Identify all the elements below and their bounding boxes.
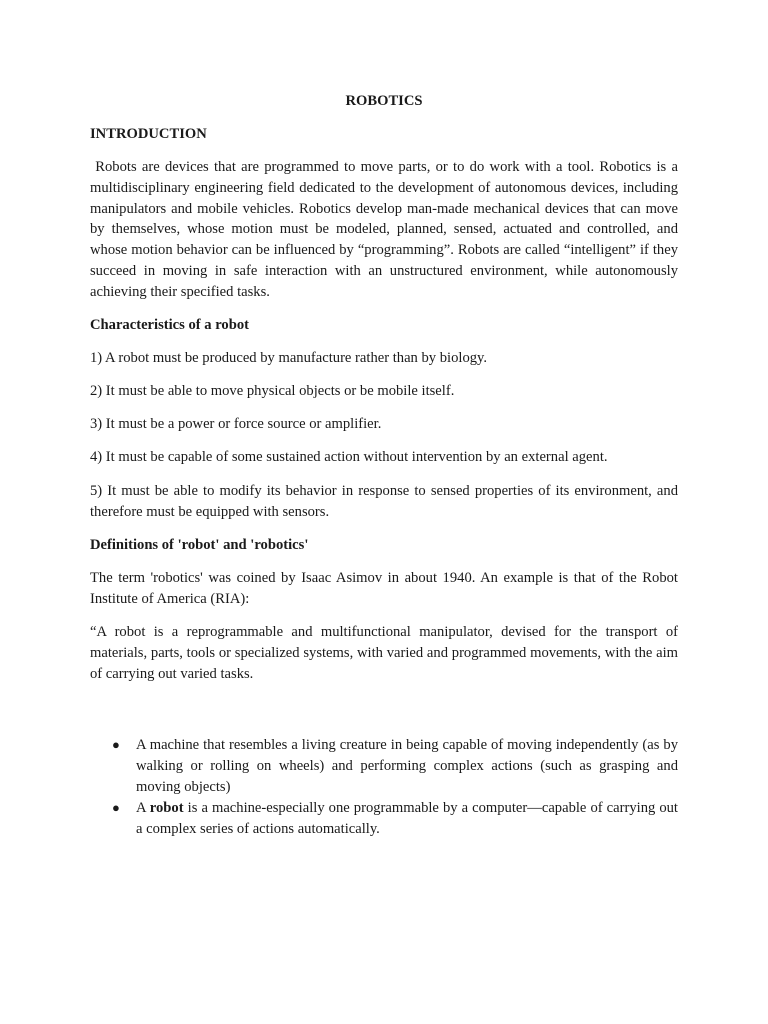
definitions-heading: Definitions of 'robot' and 'robotics': [90, 537, 309, 554]
definitions-paragraph-1: The term 'robotics' was coined by Isaac Asimov in about 1940. An example is that of the Robot Institute of America (RIA):: [90, 570, 678, 608]
bullet-icon: ●: [112, 799, 120, 815]
introduction-paragraph: Robots are devices that are programmed to move parts, or to do work with a tool. Robotics is a multidisciplinary engineering field dedicated to the development of autonomous devices, including manipulators and mobile vehicles. Robotics develop man-made mechanical devices that can move by themselves, whose motion must be modeled, planned, sensed, actuated and controlled, and whose motion behavior can be influenced by “programming”. Robots are called “intelligent” if they succeed in moving in safe interaction with an unstructured environment, while autonomously achieving their specified tasks.: [90, 159, 682, 300]
introduction-heading: INTRODUCTION: [90, 126, 207, 142]
bullet-item-2-text: is a machine-especially one programmable by a computer—capable of carrying out a complex series of actions automatically.: [136, 799, 678, 837]
characteristic-item-3: 3) It must be a power or force source or amplifier.: [90, 416, 382, 433]
definitions-paragraph-2: “A robot is a reprogrammable and multifunctional manipulator, devised for the transport of materials, parts, tools or specialized systems, with varied and programmed movements, with the aim of carrying out varied tasks.: [90, 623, 678, 682]
document-page: [90, 88, 682, 839]
document-title: ROBOTICS: [345, 93, 423, 109]
characteristics-heading: Characteristics of a robot: [90, 316, 250, 333]
bullet-item-2-prefix: A: [136, 799, 150, 816]
characteristic-item-2: 2) It must be able to move physical objects or be mobile itself.: [90, 382, 455, 399]
definition-bullet-list: [90, 735, 678, 839]
characteristic-item-5: 5) It must be able to modify its behavior in response to sensed properties of its environment, and therefore must be equipped with sensors.: [90, 482, 678, 520]
bullet-item-2: [90, 798, 678, 840]
characteristic-item-1: 1) A robot must be produced by manufacture rather than by biology.: [90, 349, 488, 366]
bullet-item-1-text: A machine that resembles a living creature in being capable of moving independently (as by walking or rolling on wheels) and performing complex actions (such as grasping and moving objects): [136, 737, 678, 795]
bullet-item-2-bold-term: robot: [149, 799, 184, 816]
bullet-icon: ●: [112, 737, 120, 753]
bullet-item-1: [90, 735, 678, 797]
characteristic-item-4: 4) It must be capable of some sustained action without intervention by an external agent.: [90, 449, 608, 466]
